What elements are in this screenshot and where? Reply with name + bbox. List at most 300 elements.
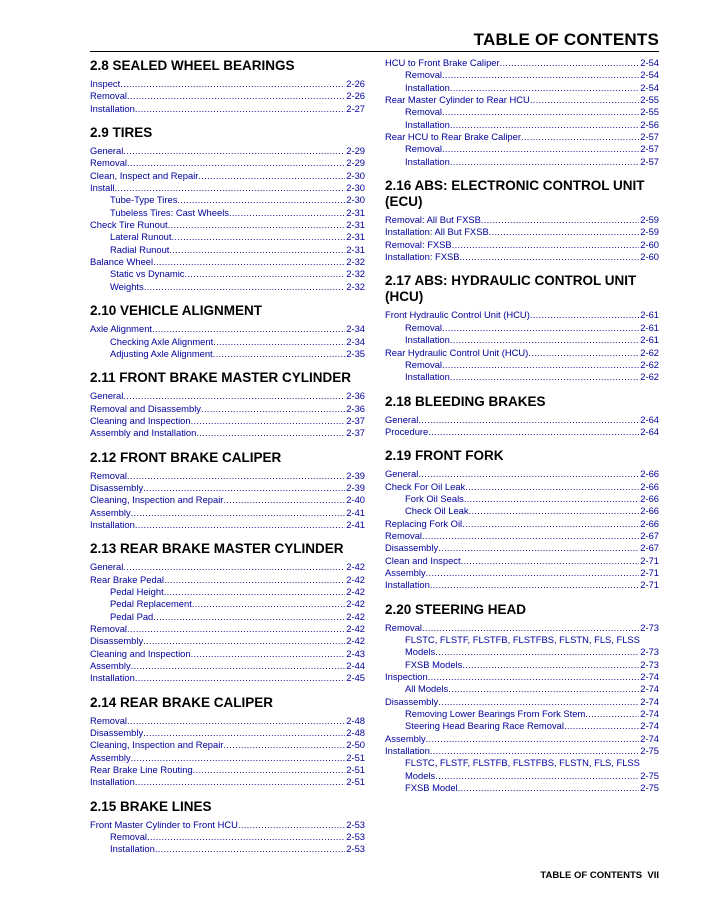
entry-page-number: 2-59	[640, 214, 659, 226]
toc-entry-link[interactable]	[90, 660, 365, 672]
toc-subentry-link[interactable]	[385, 659, 659, 671]
entry-page-number: 2-55	[640, 106, 659, 118]
dot-leader	[153, 611, 345, 623]
dot-leader	[500, 57, 640, 69]
toc-subentry-link[interactable]	[90, 611, 365, 623]
dot-leader	[135, 519, 345, 531]
entry-label: Clean, Inspect and Repair	[90, 169, 199, 181]
entry-page-number: 2-61	[640, 309, 659, 321]
toc-entry-link[interactable]	[385, 309, 659, 321]
dot-leader	[442, 322, 639, 334]
toc-entry-link[interactable]	[90, 623, 365, 635]
dot-leader	[564, 720, 639, 732]
entry-label: Fork Oil Seals	[405, 492, 464, 504]
entry-page-number: 2-26	[346, 78, 365, 89]
entry-page-number: 2-30	[346, 194, 365, 206]
toc-entry-link[interactable]	[385, 518, 659, 530]
entry-label: Installation: All But FXSB	[385, 226, 489, 238]
entry-label: Models	[405, 769, 436, 781]
toc-entry-link[interactable]	[385, 251, 659, 263]
entry-page-number: 2-67	[640, 542, 659, 554]
toc-subentry-link[interactable]	[385, 69, 659, 81]
dot-leader	[521, 131, 639, 143]
entry-label: Cleaning and Inspection	[90, 414, 191, 426]
page-footer	[540, 870, 659, 881]
section-title: 2.8 SEALED WHEEL BEARINGS	[90, 58, 295, 73]
toc-subentry-link[interactable]	[90, 843, 365, 855]
toc-subentry-link[interactable]	[90, 231, 365, 243]
entry-page-number: 2-73	[640, 658, 659, 670]
toc-entry-link[interactable]	[90, 78, 365, 90]
toc-subentry-link[interactable]	[385, 106, 659, 118]
toc-section	[385, 177, 659, 263]
toc-entry-link[interactable]	[90, 103, 365, 115]
entry-label: Removal: FXSB	[385, 238, 452, 250]
toc-section	[90, 540, 365, 684]
section-title: 2.11 FRONT BRAKE MASTER CYLINDER	[90, 370, 352, 386]
entry-page-number: 2-32	[346, 256, 365, 268]
entry-label: FLSTC, FLSTF, FLSTFB, FLSTFBS, FLSTN, FLS, FLSS	[405, 634, 640, 645]
toc-subentry-link[interactable]	[90, 194, 365, 206]
toc-subentry-link[interactable]	[385, 359, 659, 371]
toc-section	[90, 369, 365, 439]
toc-section	[90, 694, 365, 789]
toc-subentry-link[interactable]	[90, 207, 365, 219]
toc-section	[90, 798, 365, 856]
toc-entry-link[interactable]	[90, 90, 365, 102]
toc-entry-link[interactable]	[90, 170, 365, 182]
dot-leader	[135, 103, 345, 115]
entry-label: Install	[90, 182, 115, 194]
entry-page-number: 2-42	[346, 623, 365, 634]
entry-label: Procedure	[385, 425, 429, 437]
entry-page-number: 2-26	[346, 90, 365, 102]
entry-label: Assembly and Installation	[90, 427, 197, 439]
entry-page-number: 2-29	[346, 157, 365, 169]
section-title: 2.18 BLEEDING BRAKES	[385, 393, 546, 409]
entry-page-number: 2-48	[346, 714, 365, 726]
section-title: 2.15 BRAKE LINES	[90, 798, 212, 814]
toc-left-column	[90, 57, 365, 865]
dot-leader	[191, 415, 346, 427]
toc-entry-link[interactable]	[90, 323, 365, 335]
toc-entry-link[interactable]	[90, 574, 365, 586]
toc-subentry-link[interactable]	[385, 143, 659, 155]
toc-entry-link[interactable]	[385, 226, 659, 238]
entry-page-number: 2-74	[640, 720, 659, 732]
toc-entry-link[interactable]	[385, 239, 659, 251]
entry-label: Removal	[405, 69, 442, 81]
toc-entry-link[interactable]	[90, 648, 365, 660]
entry-label: Front Master Cylinder to Front HCU	[90, 818, 238, 830]
toc-entry-link[interactable]	[90, 403, 365, 415]
entry-label: General	[90, 561, 124, 573]
dot-leader	[460, 251, 640, 263]
dot-leader	[185, 268, 346, 280]
entry-page-number: 2-66	[640, 480, 659, 492]
entry-page-number: 2-53	[346, 843, 365, 855]
toc-subentry-link[interactable]	[90, 281, 365, 293]
dot-leader	[442, 143, 639, 155]
toc-subentry-link[interactable]	[385, 757, 659, 769]
toc-entry-link[interactable]	[90, 776, 365, 788]
toc-subentry-link[interactable]	[385, 334, 659, 346]
entry-label: Installation	[405, 81, 450, 93]
entry-page-number: 2-74	[640, 695, 659, 707]
entry-page-number: 2-37	[346, 427, 365, 439]
entry-label: Removal	[405, 143, 442, 155]
toc-subentry-link[interactable]	[385, 505, 659, 517]
toc-entry-link[interactable]	[385, 579, 659, 591]
entry-page-number: 2-54	[640, 57, 659, 68]
entry-page-number: 2-31	[346, 231, 365, 243]
entry-page-number: 2-50	[346, 739, 365, 751]
section-title: 2.16 ABS: ELECTRONIC CONTROL UNIT (ECU)	[385, 178, 645, 210]
toc-subentry-link[interactable]	[385, 322, 659, 334]
entry-page-number: 2-29	[346, 145, 365, 157]
entry-label: Cleaning and Inspection	[90, 647, 191, 659]
toc-subentry-link[interactable]	[385, 708, 659, 720]
toc-entry-link[interactable]	[90, 727, 365, 739]
toc-subentry-link[interactable]	[385, 493, 659, 505]
toc-entry-link[interactable]	[90, 390, 365, 402]
entry-label: Assembly	[385, 732, 426, 744]
dot-leader	[469, 505, 640, 517]
toc-subentry-link[interactable]	[385, 683, 659, 695]
toc-subentry-link[interactable]	[90, 244, 365, 256]
dot-leader	[127, 470, 345, 482]
dot-leader	[123, 390, 345, 402]
dot-leader	[127, 715, 345, 727]
toc-section	[385, 57, 659, 168]
entry-page-number: 2-37	[346, 414, 365, 426]
dot-leader	[450, 82, 639, 94]
toc-subentry-link[interactable]	[385, 371, 659, 383]
toc-entry-link[interactable]	[385, 57, 659, 69]
entry-page-number: 2-56	[640, 118, 659, 130]
entry-page-number: 2-60	[640, 251, 659, 263]
entry-label: Installation	[405, 118, 450, 130]
dot-leader	[422, 622, 639, 634]
dot-leader	[115, 182, 346, 194]
entry-label: Inspect	[90, 78, 121, 89]
dot-leader	[428, 426, 639, 438]
entry-page-number: 2-74	[640, 708, 659, 720]
entry-label: General	[90, 145, 124, 157]
entry-page-number: 2-40	[346, 494, 365, 506]
dot-leader	[428, 671, 639, 683]
dot-leader	[229, 207, 345, 219]
toc-section	[90, 124, 365, 293]
toc-entry-link[interactable]	[90, 715, 365, 727]
entry-page-number: 2-32	[346, 280, 365, 292]
toc-subentry-link[interactable]	[385, 82, 659, 94]
dot-leader	[213, 348, 346, 360]
entry-label: Installation	[90, 518, 135, 530]
entry-label: Radial Runout	[110, 243, 170, 255]
toc-entry-link[interactable]	[385, 131, 659, 143]
entry-label: Removal	[405, 358, 442, 370]
entry-page-number: 2-34	[346, 323, 365, 335]
toc-entry-link[interactable]	[90, 494, 365, 506]
entry-page-number: 2-59	[640, 226, 659, 238]
dot-leader	[418, 468, 639, 480]
entry-page-number: 2-42	[346, 573, 365, 585]
entry-label: Lateral Runout	[110, 231, 172, 243]
dot-leader	[585, 708, 639, 720]
toc-subentry-link[interactable]	[90, 268, 365, 280]
section-title: 2.20 STEERING HEAD	[385, 601, 527, 617]
entry-page-number: 2-55	[640, 94, 659, 106]
entry-label: Installation	[385, 745, 430, 757]
toc-entry-link[interactable]	[385, 567, 659, 579]
toc-entry-link[interactable]	[90, 739, 365, 751]
dot-leader	[123, 561, 345, 573]
toc-entry-link[interactable]	[90, 635, 365, 647]
entry-page-number: 2-42	[346, 610, 365, 622]
entry-label: Installation	[405, 371, 450, 383]
toc-subentry-link[interactable]	[385, 119, 659, 131]
toc-entry-link[interactable]	[90, 519, 365, 531]
toc-subentry-link[interactable]	[90, 831, 365, 843]
entry-label: Installation	[90, 672, 135, 684]
toc-subentry-link[interactable]	[90, 598, 365, 610]
entry-label: Weights	[110, 280, 144, 292]
entry-label: General	[385, 413, 419, 425]
dot-leader	[144, 281, 346, 293]
entry-page-number: 2-53	[346, 818, 365, 830]
entry-label: General	[385, 468, 419, 480]
entry-label: Removal	[385, 529, 422, 541]
dot-leader	[448, 683, 639, 695]
toc-entry-link[interactable]	[90, 157, 365, 169]
dot-leader	[462, 518, 639, 530]
dot-leader	[196, 427, 345, 439]
toc-section	[385, 601, 659, 795]
dot-leader	[238, 819, 345, 831]
dot-leader	[127, 157, 345, 169]
toc-entry-link[interactable]	[385, 542, 659, 554]
toc-entry-link[interactable]	[385, 622, 659, 634]
entry-label: Installation	[385, 579, 430, 591]
entry-label: Removal	[405, 106, 442, 118]
entry-label: Removal	[110, 831, 147, 843]
dot-leader	[123, 145, 345, 157]
entry-label: Disassembly	[385, 695, 439, 707]
toc-section	[385, 393, 659, 439]
toc-entry-link[interactable]	[90, 470, 365, 482]
entry-page-number: 2-71	[640, 579, 659, 591]
section-title: 2.17 ABS: HYDRAULIC CONTROL UNIT (HCU)	[385, 273, 637, 305]
dot-leader	[131, 660, 346, 672]
entry-page-number: 2-53	[346, 831, 365, 843]
entry-label: Pedal Replacement	[110, 598, 192, 610]
toc-right-column	[385, 57, 659, 803]
toc-entry-link[interactable]	[90, 672, 365, 684]
entry-page-number: 2-54	[640, 69, 659, 81]
toc-entry-link[interactable]	[385, 745, 659, 757]
entry-label: Assembly	[385, 566, 426, 578]
toc-subentry-link[interactable]	[385, 770, 659, 782]
toc-subentry-link[interactable]	[385, 646, 659, 658]
toc-entry-link[interactable]	[90, 561, 365, 573]
entry-page-number: 2-30	[346, 182, 365, 194]
toc-subentry-link[interactable]	[90, 336, 365, 348]
entry-label: Front Hydraulic Control Unit (HCU)	[385, 309, 530, 321]
entry-page-number: 2-35	[346, 347, 365, 359]
entry-label: Check For Oil Leak	[385, 480, 466, 492]
entry-label: Removal	[90, 714, 127, 726]
dot-leader	[450, 371, 639, 383]
entry-page-number: 2-54	[640, 81, 659, 93]
entry-label: Check Oil Leak	[405, 505, 469, 517]
toc-entry-link[interactable]	[90, 182, 365, 194]
entry-label: Removal and Disassembly	[90, 402, 201, 414]
entry-label: Removal	[90, 157, 127, 169]
entry-label: Assembly	[90, 506, 131, 518]
entry-label: Removal: All But FXSB	[385, 214, 481, 226]
entry-page-number: 2-32	[346, 268, 365, 280]
entry-page-number: 2-66	[640, 505, 659, 517]
section-title: 2.19 FRONT FORK	[385, 448, 504, 464]
toc-entry-link[interactable]	[385, 696, 659, 708]
toc-section	[385, 447, 659, 591]
entry-label: Removal	[405, 321, 442, 333]
toc-section	[90, 449, 365, 532]
entry-page-number: 2-43	[346, 647, 365, 659]
entry-page-number: 2-39	[346, 469, 365, 481]
toc-entry-link[interactable]	[385, 468, 659, 480]
entry-label: Installation	[90, 776, 135, 788]
toc-entry-link[interactable]	[90, 427, 365, 439]
dot-leader	[120, 78, 345, 90]
entry-page-number: 2-42	[346, 585, 365, 597]
toc-entry-link[interactable]	[90, 219, 365, 231]
toc-subentry-link[interactable]	[385, 634, 659, 646]
dot-leader	[442, 69, 639, 81]
entry-page-number: 2-73	[640, 646, 659, 658]
entry-label: Installation	[90, 102, 135, 114]
toc-subentry-link[interactable]	[90, 586, 365, 598]
entry-label: Tube-Type Tires	[110, 194, 178, 206]
section-title: 2.12 FRONT BRAKE CALIPER	[90, 449, 282, 465]
entry-label: Check Tire Runout	[90, 219, 168, 231]
toc-subentry-link[interactable]	[90, 348, 365, 360]
entry-page-number: 2-74	[640, 671, 659, 683]
dot-leader	[198, 170, 345, 182]
dot-leader	[155, 843, 345, 855]
dot-leader	[418, 414, 639, 426]
entry-page-number: 2-60	[640, 238, 659, 250]
entry-label: Installation	[405, 334, 450, 346]
dot-leader	[131, 752, 346, 764]
entry-label: Installation	[405, 155, 450, 167]
dot-leader	[458, 782, 640, 794]
entry-page-number: 2-75	[640, 769, 659, 781]
toc-entry-link[interactable]	[385, 414, 659, 426]
dot-leader	[143, 482, 345, 494]
toc-subentry-link[interactable]	[385, 782, 659, 794]
dot-leader	[464, 493, 639, 505]
entry-page-number: 2-73	[640, 621, 659, 633]
entry-page-number: 2-61	[640, 334, 659, 346]
entry-label: Disassembly	[385, 542, 439, 554]
toc-entry-link[interactable]	[385, 426, 659, 438]
entry-page-number: 2-36	[346, 390, 365, 402]
entry-label: Removal	[90, 469, 127, 481]
toc-entry-link[interactable]	[385, 347, 659, 359]
dot-leader	[450, 156, 639, 168]
toc-entry-link[interactable]	[90, 819, 365, 831]
entry-page-number: 2-48	[346, 727, 365, 739]
toc-entry-link[interactable]	[385, 481, 659, 493]
entry-page-number: 2-42	[346, 598, 365, 610]
entry-page-number: 2-67	[640, 529, 659, 541]
toc-entry-link[interactable]	[90, 145, 365, 157]
dot-leader	[430, 745, 639, 757]
toc-subentry-link[interactable]	[385, 720, 659, 732]
toc-entry-link[interactable]	[385, 733, 659, 745]
toc-entry-link[interactable]	[385, 671, 659, 683]
toc-entry-link[interactable]	[90, 764, 365, 776]
toc-entry-link[interactable]	[90, 482, 365, 494]
toc-subentry-link[interactable]	[385, 156, 659, 168]
dot-leader	[192, 598, 345, 610]
section-title: 2.13 REAR BRAKE MASTER CYLINDER	[90, 541, 344, 557]
entry-page-number: 2-66	[640, 517, 659, 529]
entry-label: Disassembly	[90, 481, 144, 493]
toc-entry-link[interactable]	[385, 555, 659, 567]
toc-entry-link[interactable]	[90, 507, 365, 519]
toc-entry-link[interactable]	[385, 94, 659, 106]
entry-page-number: 2-62	[640, 358, 659, 370]
entry-page-number: 2-71	[640, 554, 659, 566]
toc-entry-link[interactable]	[90, 256, 365, 268]
dot-leader	[153, 256, 345, 268]
entry-label: Removal	[90, 90, 127, 102]
dot-leader	[177, 194, 345, 206]
entry-page-number: 2-41	[346, 506, 365, 518]
dot-leader	[223, 494, 345, 506]
entry-label: Steering Head Bearing Race Removal	[405, 720, 564, 732]
entry-page-number: 2-71	[640, 566, 659, 578]
dot-leader	[530, 309, 639, 321]
dot-leader	[442, 106, 639, 118]
entry-label: Checking Axle Alignment	[110, 335, 214, 347]
entry-label: Rear HCU to Rear Brake Caliper	[385, 131, 521, 143]
entry-label: Cleaning, Inspection and Repair	[90, 739, 224, 751]
entry-page-number: 2-62	[640, 346, 659, 358]
toc-section	[90, 57, 365, 115]
toc-entry-link[interactable]	[385, 530, 659, 542]
footer-page-number: VII	[647, 870, 659, 881]
entry-page-number: 2-51	[346, 764, 365, 776]
dot-leader	[438, 542, 639, 554]
entry-page-number: 2-45	[346, 672, 365, 684]
toc-entry-link[interactable]	[385, 214, 659, 226]
toc-entry-link[interactable]	[90, 752, 365, 764]
toc-section	[385, 272, 659, 383]
dot-leader	[530, 94, 639, 106]
toc-entry-link[interactable]	[90, 415, 365, 427]
dot-leader	[135, 776, 345, 788]
entry-page-number: 2-27	[346, 102, 365, 114]
dot-leader	[450, 119, 639, 131]
entry-label: Rear Brake Pedal	[90, 573, 164, 585]
dot-leader	[143, 727, 345, 739]
entry-page-number: 2-75	[640, 782, 659, 794]
entry-page-number: 2-64	[640, 425, 659, 437]
